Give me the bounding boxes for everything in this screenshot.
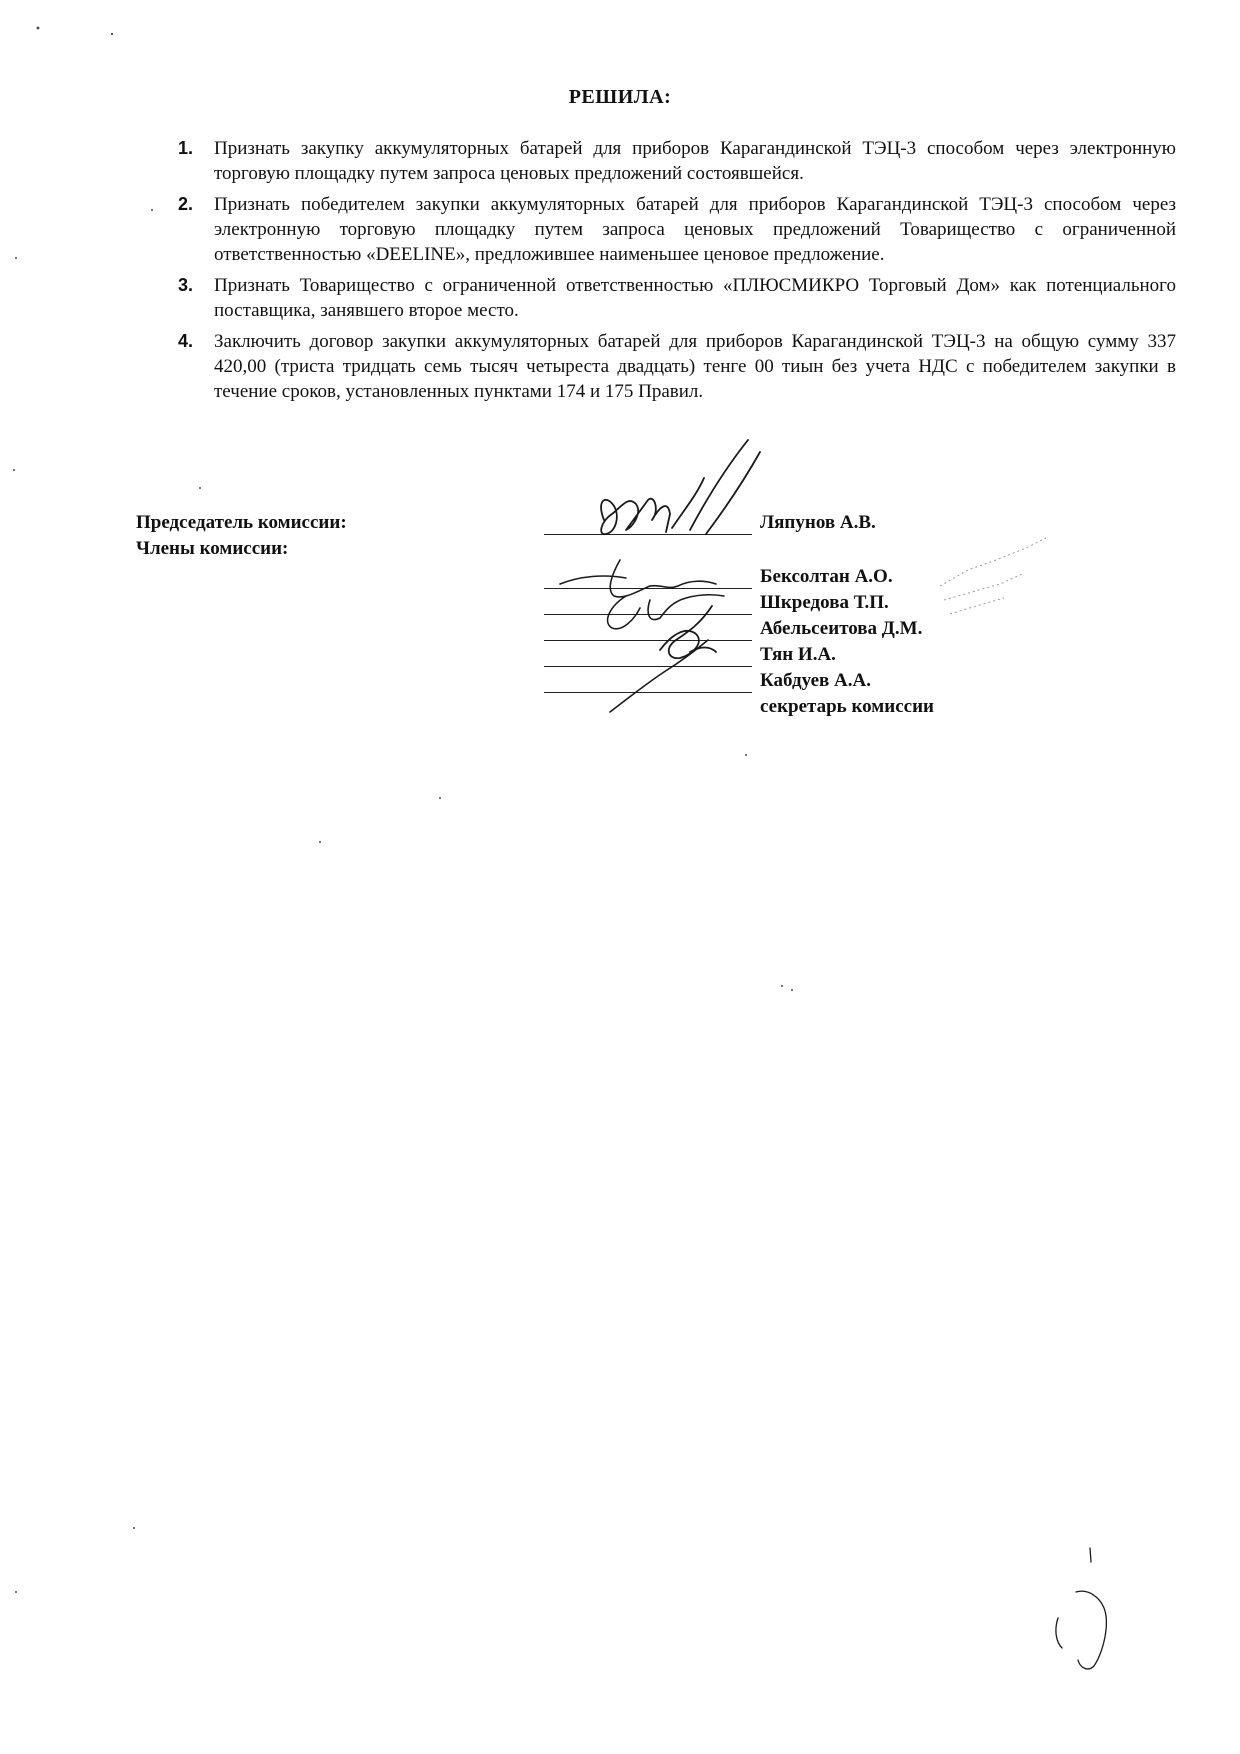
- signature-line-member: [544, 692, 752, 693]
- decision-text: Признать Товарищество с ограниченной ответственностью «ПЛЮСМИКРО Торговый Дом» как потенциального поставщика, занявшего второе место.: [214, 275, 1176, 321]
- signature-line-chairman: [544, 534, 752, 535]
- decision-text: Признать закупку аккумуляторных батарей для приборов Карагандинской ТЭЦ-3 способом через электронную торговую площадку путем запроса ценовых предложений состоявшейся.: [214, 138, 1176, 184]
- decision-heading: РЕШИЛА:: [568, 86, 672, 108]
- decision-text: Заключить договор закупки аккумуляторных батарей для приборов Карагандинской ТЭЦ-3 на общую сумму 337 420,00 (триста тридцать семь тысяч четыреста двадцать) тенге 00 тиын без учета НДС с победителем закупки в течение сроков, установленных пунктами 174 и 175 Правил.: [214, 331, 1176, 402]
- chairman-label: Председатель комиссии:: [136, 512, 347, 533]
- decision-number: 4.: [178, 331, 194, 351]
- members-label: Члены комиссии:: [136, 538, 289, 559]
- signature-line-member: [544, 666, 752, 667]
- decision-number: 3.: [178, 275, 194, 295]
- signature-line-member: [544, 640, 752, 641]
- member-name: Абельсеитова Д.М.: [760, 618, 923, 639]
- decision-text: Признать победителем закупки аккумуляторных батарей для приборов Карагандинской ТЭЦ-3 способом через электронную торговую площадку путем запроса ценовых предложений Товарищество с ограниченной ответственностью «DEELINE», предложившее наименьшее ценовое предложение.: [214, 194, 1176, 265]
- member-name: Шкредова Т.П.: [760, 592, 889, 613]
- signature-line-member: [544, 614, 752, 615]
- page-initial: [1056, 1548, 1106, 1669]
- decision-number: 1.: [178, 138, 194, 158]
- signature-line-member: [544, 588, 752, 589]
- member-name: Бексолтан А.О.: [760, 566, 893, 587]
- chairman-name: Ляпунов А.В.: [760, 512, 876, 533]
- secretary-note: секретарь комиссии: [760, 696, 934, 717]
- member-name: Тян И.А.: [760, 644, 836, 665]
- decision-number: 2.: [178, 194, 194, 214]
- signature-block: [0, 0, 1240, 760]
- member-name: Кабдуев А.А.: [760, 670, 871, 691]
